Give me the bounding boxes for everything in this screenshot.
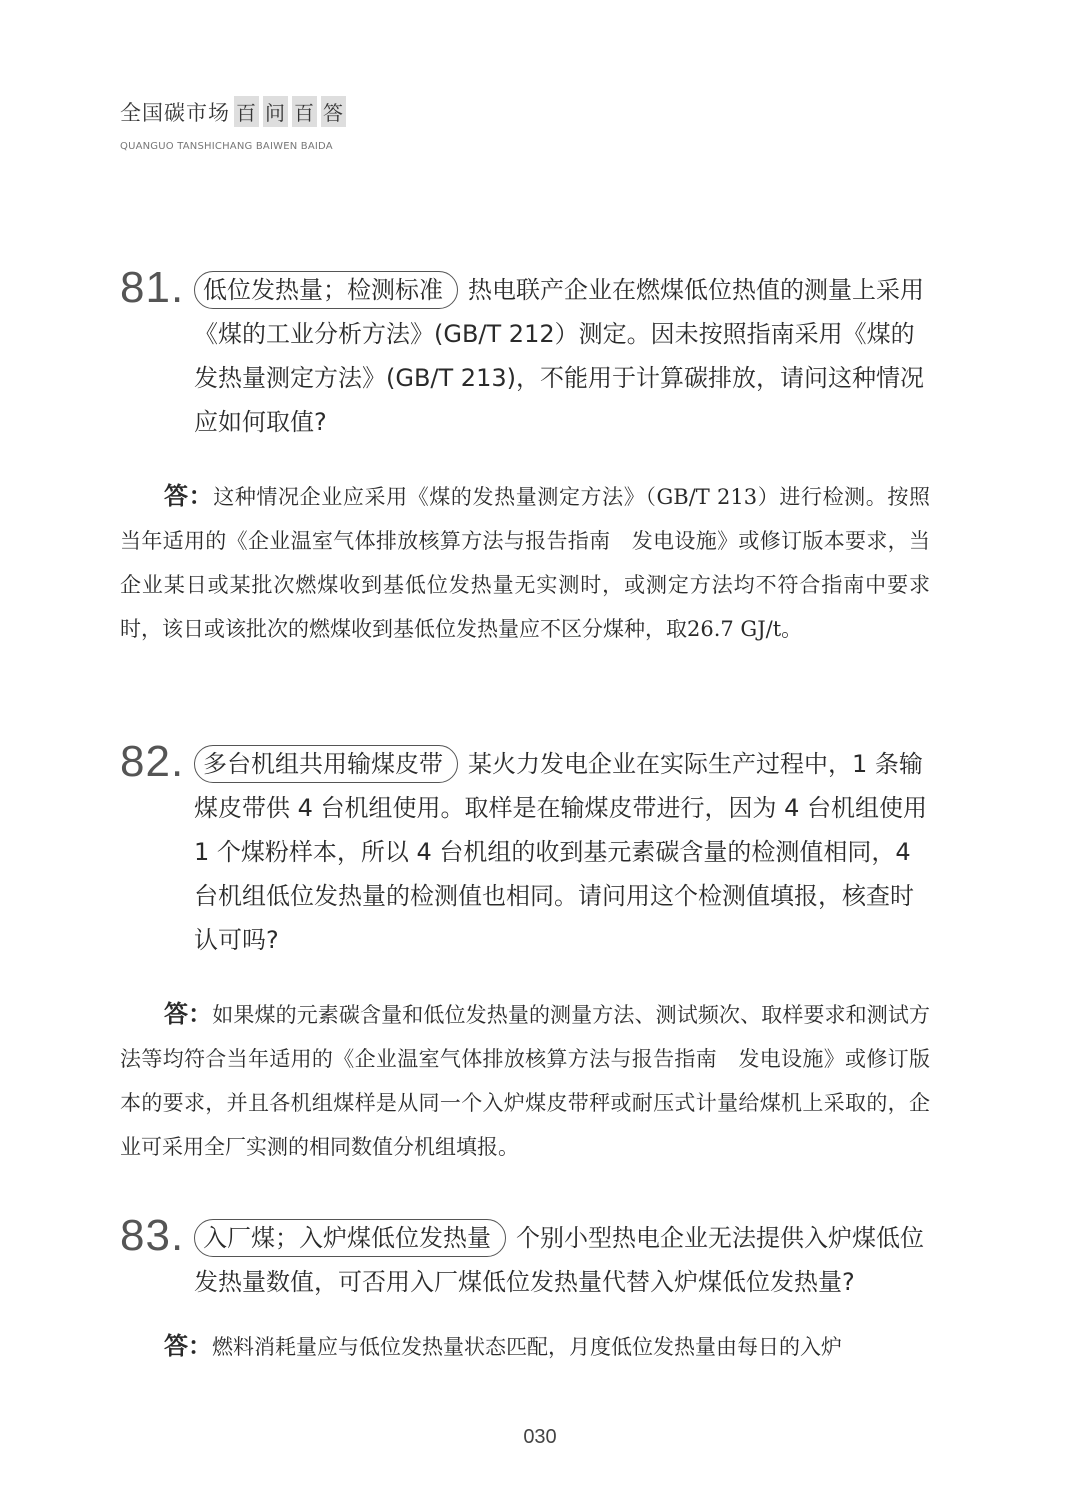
topic-tag: 低位发热量；检测标准 [194, 271, 458, 309]
header-title-box: 百 [292, 96, 317, 127]
topic-tag: 入厂煤；入炉煤低位发热量 [194, 1219, 506, 1257]
question-number: 83. [120, 1211, 185, 1260]
header-title-box: 问 [263, 96, 288, 127]
header-title [120, 96, 346, 127]
question-body [194, 268, 930, 444]
header-title-box: 百 [234, 96, 259, 127]
page-number: 030 [523, 1426, 557, 1448]
question-body [194, 742, 930, 962]
header-title-box: 答 [321, 96, 346, 127]
qa-item [120, 1211, 930, 1369]
header-subtitle: QUANGUO TANSHICHANG BAIWEN BAIDA [120, 141, 333, 152]
qa-item [120, 263, 931, 651]
question-number: 81. [120, 263, 185, 312]
answer-lead: 答： [164, 1332, 212, 1360]
answer-text: 这种情况企业应采用《煤的发热量测定方法》（GB/T 213）进行检测。按照当年适用的《企业温室气体排放核算方法与报告指南 发电设施》或修订版本要求，当企业某日或某批次燃煤收到基低位发热量无实测时，或测定方法均不符合指南中要求时，该日或该批次的燃煤收到基低位发热量应不区分煤种，取26.7 GJ/t。 [120, 485, 931, 641]
header-title-text: 全国碳市场 [120, 100, 230, 125]
question-number: 82. [120, 737, 185, 786]
answer [120, 474, 930, 651]
answer-text: 如果煤的元素碳含量和低位发热量的测量方法、测试频次、取样要求和测试方法等均符合当年适用的《企业温室气体排放核算方法与报告指南 发电设施》或修订版本的要求，并且各机组煤样是从同一个入炉煤皮带秤或耐压式计量给煤机上采取的，企业可采用全厂实测的相同数值分机组填报。 [120, 1003, 931, 1159]
question [120, 1211, 930, 1304]
answer [120, 1324, 930, 1369]
question [120, 737, 930, 962]
answer-lead: 答： [164, 1000, 213, 1028]
question-text: 某火力发电企业在实际生产过程中，1 条输煤皮带供 4 台机组使用。取样是在输煤皮带进行，因为 4 台机组使用 1 个煤粉样本，所以 4 台机组的收到基元素碳含量的检测值相同，4 台机组低位发热量的检测值也相同。请问用这个检测值填报，核查时认可吗? [194, 750, 928, 954]
question [120, 263, 930, 444]
topic-tag: 多台机组共用输煤皮带 [194, 745, 458, 783]
answer-lead: 答： [164, 482, 214, 510]
question-text: 个别小型热电企业无法提供入炉煤低位发热量数值，可否用入厂煤低位发热量代替入炉煤低位发热量? [194, 1224, 924, 1296]
answer-text: 燃料消耗量应与低位发热量状态匹配，月度低位发热量由每日的入炉 [212, 1335, 842, 1359]
answer [120, 992, 930, 1169]
running-header [120, 96, 346, 152]
question-text: 热电联产企业在燃煤低位热值的测量上采用《煤的工业分析方法》(GB/T 212）测定。因未按照指南采用《煤的发热量测定方法》(GB/T 213)，不能用于计算碳排放，请问这种情况应如何取值? [194, 276, 924, 436]
qa-item [120, 737, 931, 1169]
question-body [194, 1216, 930, 1304]
